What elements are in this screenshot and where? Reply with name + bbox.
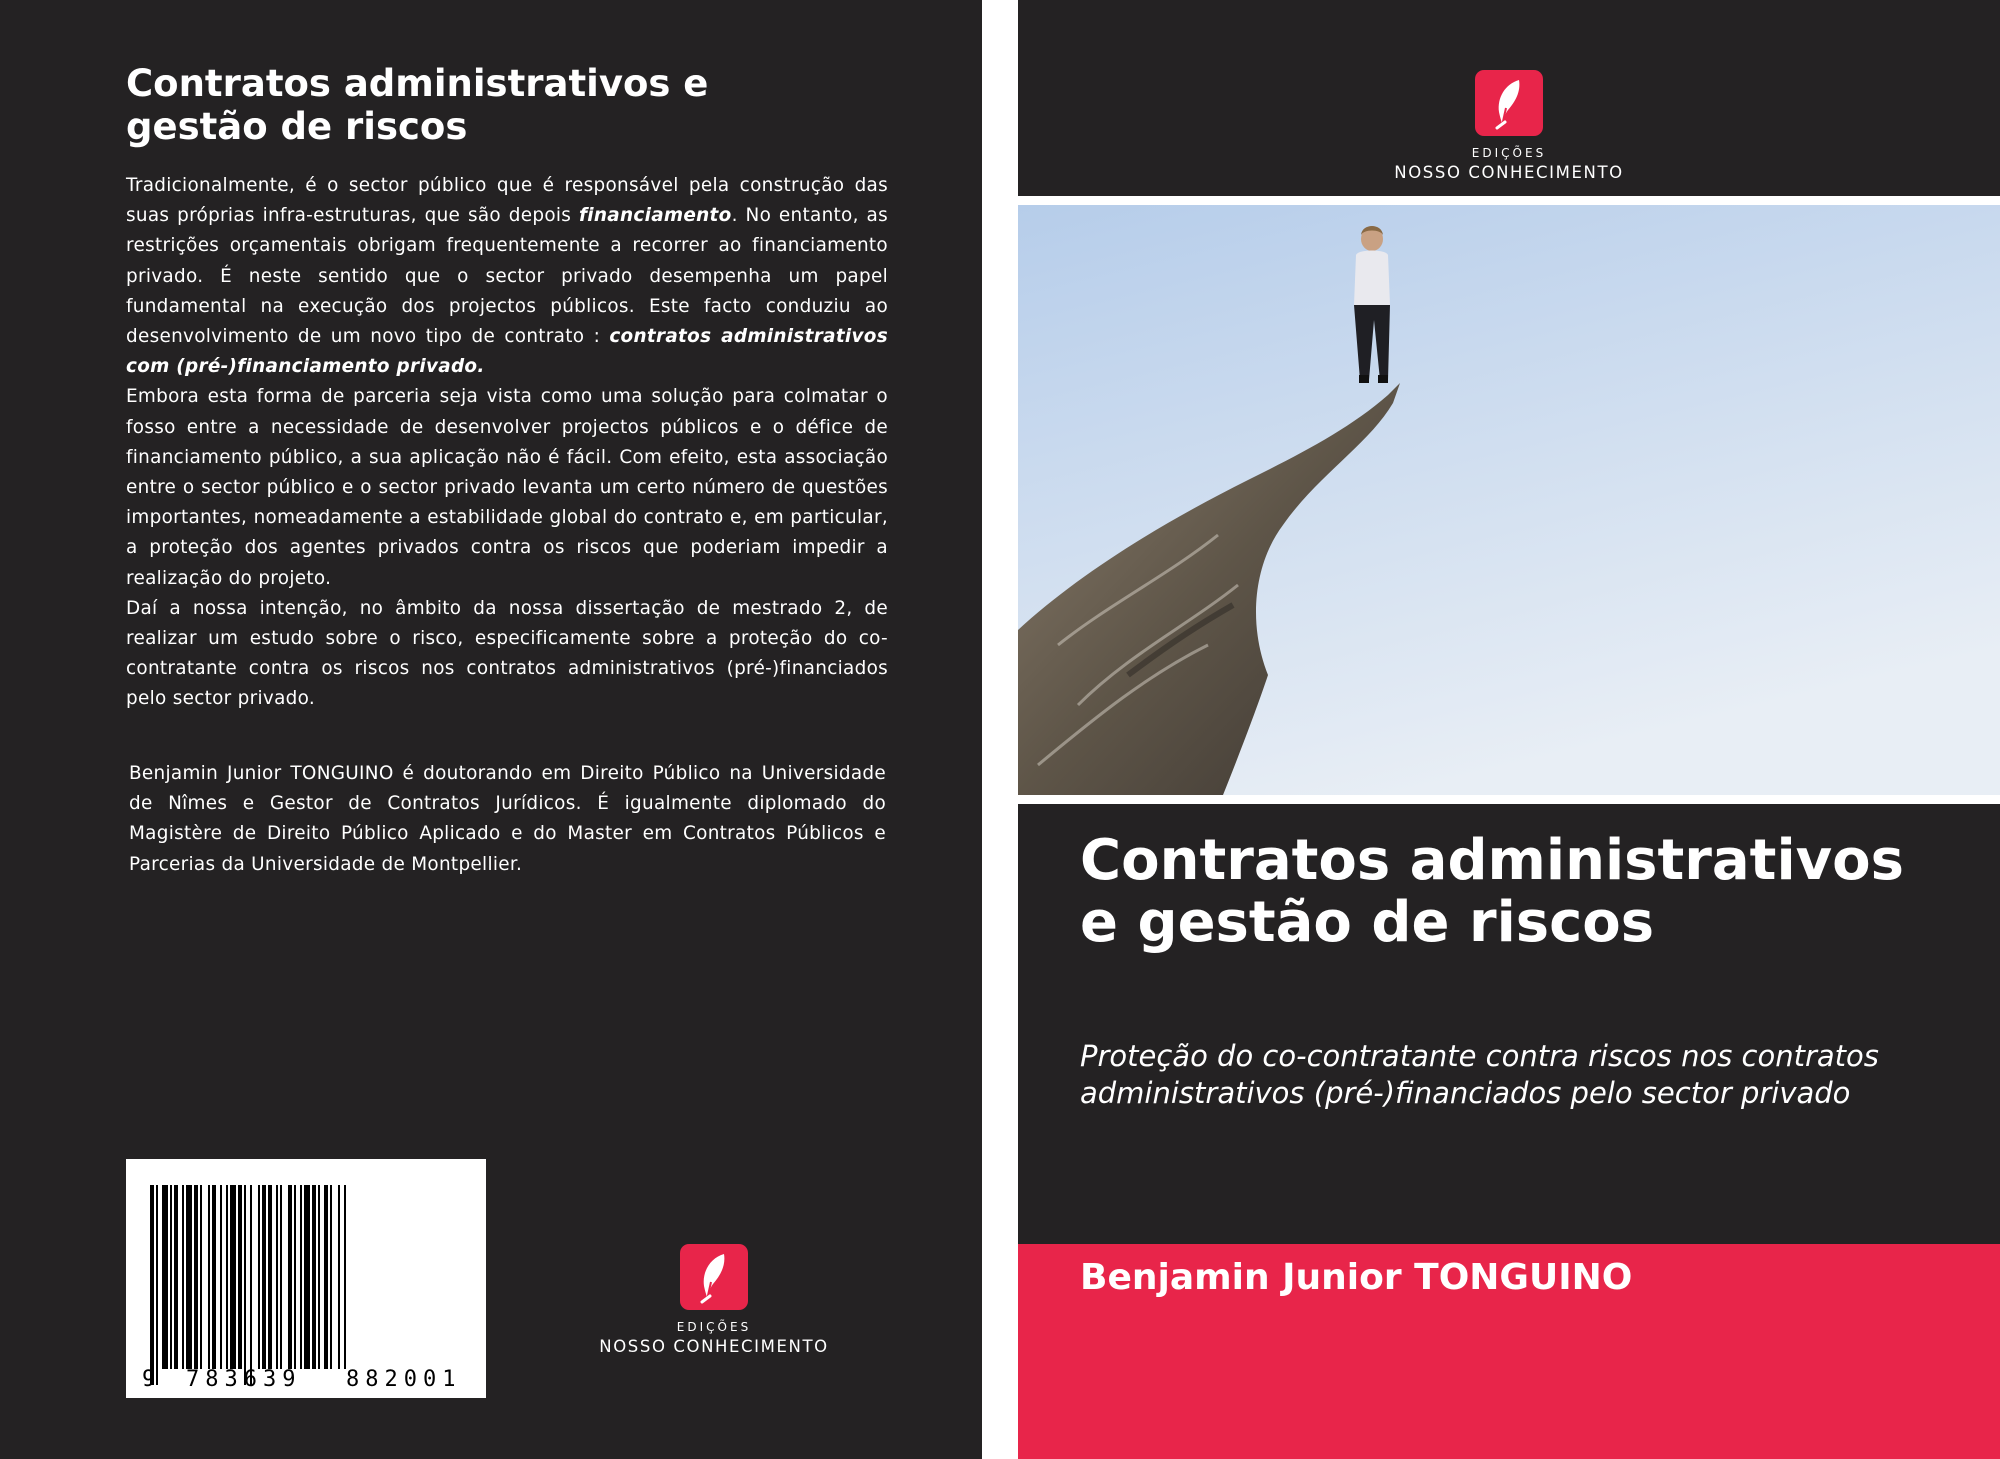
- barcode-bar: [304, 1185, 310, 1369]
- blurb-paragraph-1: [126, 171, 888, 382]
- isbn-digits-3: 882001: [346, 1367, 462, 1392]
- author-bio: Benjamin Junior TONGUINO é doutorando em Direito Público na Universidade de Nîmes e Gestor de Contratos Jurídicos. É igualmente diplomado do Magistère de Direito Público Aplicado e do Master em Contratos Públicos e Parcerias da Universidade de Montpellier.: [129, 763, 886, 875]
- barcode-bar: [156, 1185, 158, 1385]
- back-publisher-logo: [594, 1244, 834, 1357]
- barcode-bar: [276, 1185, 278, 1369]
- barcode-bar: [182, 1185, 184, 1369]
- barcode-bar: [294, 1185, 296, 1369]
- publisher-line-1: EDIÇÕES: [676, 1320, 752, 1334]
- publisher-line-1: EDIÇÕES: [1471, 146, 1547, 160]
- blurb-p1-part-2: . No entanto, as restrições orçamentais obrigam frequentemente a recorrer ao financiamento privado. É neste sentido que o sector privado desempenha um papel fundamental na execução dos projectos públicos. Este facto conduziu ao desenvolvimento de um novo tipo de contrato :: [126, 205, 888, 348]
- blurb-paragraph-2: Embora esta forma de parceria seja vista como uma solução para colmatar o fosso entre a necessidade de desenvolver projectos públicos e o défice de financiamento público, a sua aplicação não é fácil. Com efeito, esta associação entre o sector público e o sector privado levanta um certo número de questões importantes, nomeadamente a estabilidade global do contrato e, em particular, a proteção dos agentes privados contra os riscos que poderiam impedir a realização do projeto.: [126, 386, 888, 589]
- barcode-bar: [238, 1185, 242, 1369]
- feather-icon: [680, 1244, 748, 1310]
- barcode-bar: [318, 1185, 320, 1369]
- barcode-bar: [208, 1185, 210, 1369]
- barcode-bar: [312, 1185, 316, 1369]
- isbn-barcode: [126, 1159, 486, 1398]
- blurb-p1-part-1: Tradicionalmente, é o sector público que é responsável pela construção das suas próprias infra-estruturas, que são depois: [126, 175, 888, 227]
- back-cover: [0, 0, 982, 1459]
- back-cover-title: Contratos administrativos e gestão de riscos: [126, 62, 709, 148]
- barcode-bar: [258, 1185, 260, 1369]
- barcode-bar: [194, 1185, 198, 1369]
- isbn-digits-2: 783639: [186, 1367, 302, 1392]
- blurb-p1-emphasis-2: contratos administrativos com (pré-)financiamento privado.: [126, 326, 888, 378]
- front-cover-title: Contratos administrativos e gestão de riscos: [1080, 828, 1904, 955]
- cover-photo-woman-on-cliff: [1018, 205, 2000, 795]
- barcode-bar: [162, 1185, 168, 1369]
- front-header-band: [1018, 0, 2000, 196]
- barcode-bar: [338, 1185, 340, 1369]
- back-cover-blurb: [126, 171, 888, 715]
- barcode-bar: [268, 1185, 272, 1369]
- barcode-bar: [250, 1185, 252, 1385]
- feather-icon: [1475, 70, 1543, 136]
- barcode-bar: [300, 1185, 302, 1369]
- barcode-bar: [186, 1185, 192, 1369]
- barcode-bar: [344, 1185, 346, 1369]
- blurb-paragraph-3: Daí a nossa intenção, no âmbito da nossa dissertação de mestrado 2, de realizar um estudo sobre o risco, especificamente sobre a proteção do co-contratante contra os riscos nos contratos administrativos (pré-)financiados pelo sector privado.: [126, 597, 888, 710]
- publisher-line-2: NOSSO CONHECIMENTO: [1394, 163, 1624, 182]
- barcode-bar: [330, 1185, 332, 1369]
- barcode-bar: [230, 1185, 236, 1369]
- barcode-bar: [220, 1185, 222, 1369]
- barcode-bar: [324, 1185, 328, 1369]
- barcode-bar: [244, 1185, 246, 1385]
- front-cover-author: Benjamin Junior TONGUINO: [1080, 1257, 1633, 1298]
- spine-gap: [982, 0, 1018, 1459]
- front-publisher-logo: [1389, 70, 1629, 183]
- barcode-bar: [212, 1185, 216, 1369]
- isbn-digits-1: 9: [142, 1367, 162, 1392]
- barcode-bar: [280, 1185, 282, 1369]
- publisher-line-2: NOSSO CONHECIMENTO: [599, 1337, 829, 1356]
- barcode-bar: [262, 1185, 266, 1369]
- barcode-bar: [150, 1185, 154, 1385]
- barcode-graphic: [126, 1159, 486, 1398]
- barcode-bar: [288, 1185, 292, 1369]
- front-cover-subtitle: Proteção do co-contratante contra riscos nos contratos administrativos (pré-)financiados pelo sector privado: [1080, 1039, 1879, 1110]
- blurb-p1-emphasis-1: financiamento: [578, 205, 732, 227]
- barcode-bar: [200, 1185, 202, 1369]
- barcode-bar: [170, 1185, 172, 1369]
- barcode-bar: [174, 1185, 178, 1369]
- barcode-bar: [226, 1185, 228, 1369]
- front-cover: [1018, 0, 2000, 1459]
